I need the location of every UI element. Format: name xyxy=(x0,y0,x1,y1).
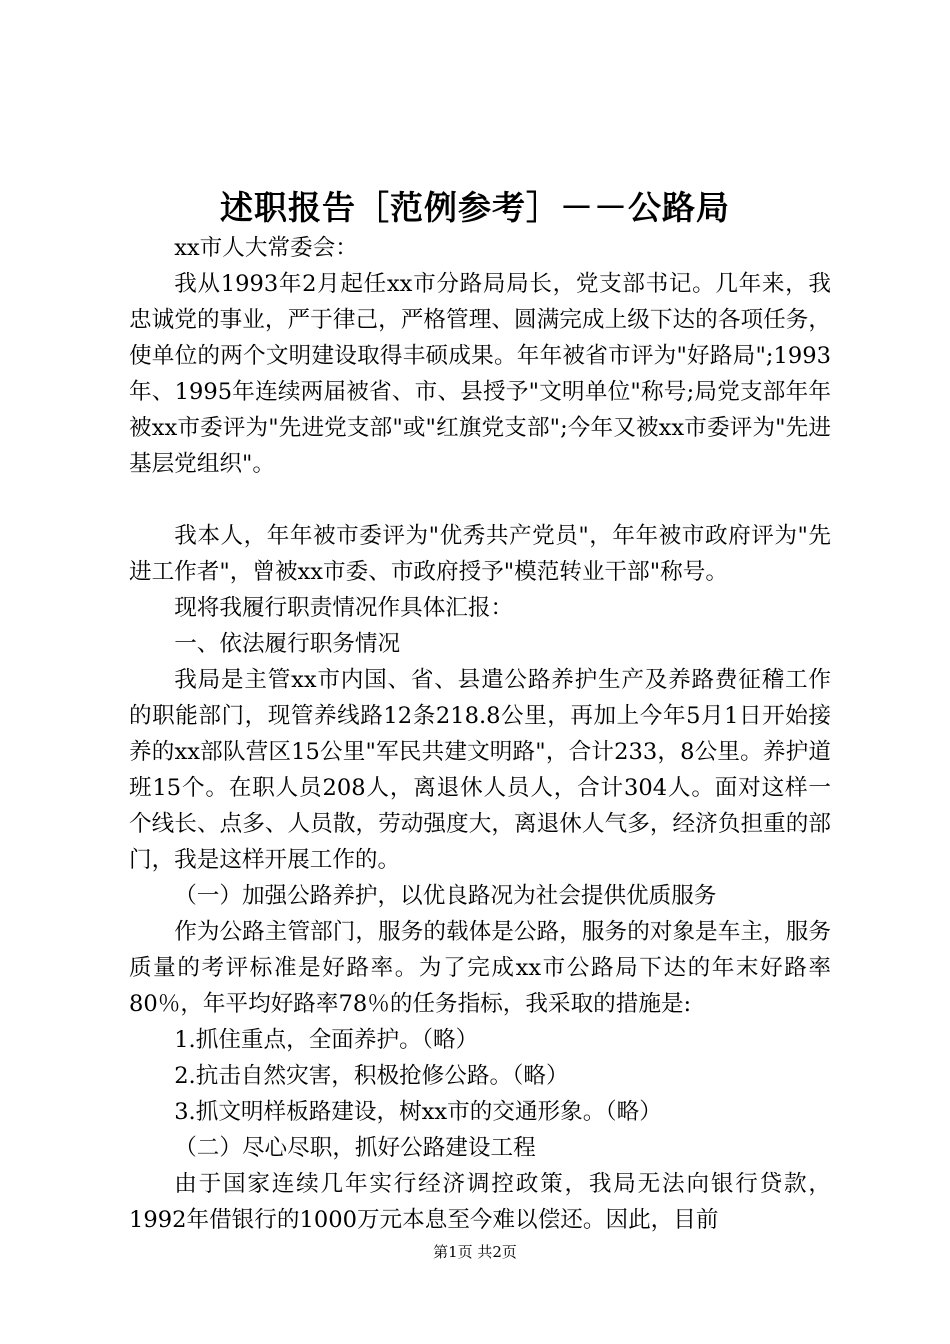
paragraph-bureau-overview: 我局是主管xx市内国、省、县遣公路养护生产及养路费征稽工作的职能部门，现管养线路12条218.8公里，再加上今年5月1日开始接养的xx部队营区15公里"军民共建文明路"，合计233，8公里。养护道班15个。在职人员208人，离退休人员人，合计304人。面对这样一个线长、点多、人员散，劳动强度大，离退休人气多，经济负担重的部门，我是这样开展工作的。 xyxy=(129,667,831,873)
page-footer: 第1页 共2页 xyxy=(433,1243,517,1261)
list-item: 1.抓住重点，全面养护。（略） xyxy=(174,1027,479,1053)
list-item: 3.抓文明样板路建设，树xx市的交通形象。（略） xyxy=(174,1099,662,1125)
paragraph-construction: 由于国家连续几年实行经济调控政策，我局无法向银行贷款，1992年借银行的1000万元本息至今难以偿还。因此，目前 xyxy=(129,1171,831,1233)
subsection-heading-2: （二）尽心尽职，抓好公路建设工程 xyxy=(174,1135,536,1161)
list-item: 2.抗击自然灾害，积极抢修公路。（略） xyxy=(174,1063,569,1089)
document-body xyxy=(129,230,831,1238)
section-heading-1: 一、依法履行职务情况 xyxy=(174,631,401,657)
paragraph-report-lead: 现将我履行职责情况作具体汇报： xyxy=(174,595,514,621)
salutation: xx市人大常委会： xyxy=(174,235,358,261)
paragraph-maintenance: 作为公路主管部门，服务的载体是公路，服务的对象是车主，服务质量的考评标准是好路率。为了完成xx市公路局下达的年末好路率80％，年平均好路率78％的任务指标，我采取的措施是: xyxy=(129,919,831,1017)
paragraph-personal-honors: 我本人，年年被市委评为"优秀共产党员"，年年被市政府评为"先进工作者"，曾被xx市委、市政府授予"模范转业干部"称号。 xyxy=(129,523,831,585)
paragraph-intro: 我从1993年2月起任xx市分路局局长，党支部书记。几年来，我忠诚党的事业，严于律己，严格管理、圆满完成上级下达的各项任务，使单位的两个文明建设取得丰硕成果。年年被省市评为"好路局";1993年、1995年连续两届被省、市、县授予"文明单位"称号;局党支部年年被xx市委评为"先进党支部"或"红旗党支部";今年又被xx市委评为"先进基层党组织"。 xyxy=(129,271,831,477)
subsection-heading-1: （一）加强公路养护，以优良路况为社会提供优质服务 xyxy=(174,883,717,909)
document-title: 述职报告［范例参考］－－公路局 xyxy=(220,188,730,227)
